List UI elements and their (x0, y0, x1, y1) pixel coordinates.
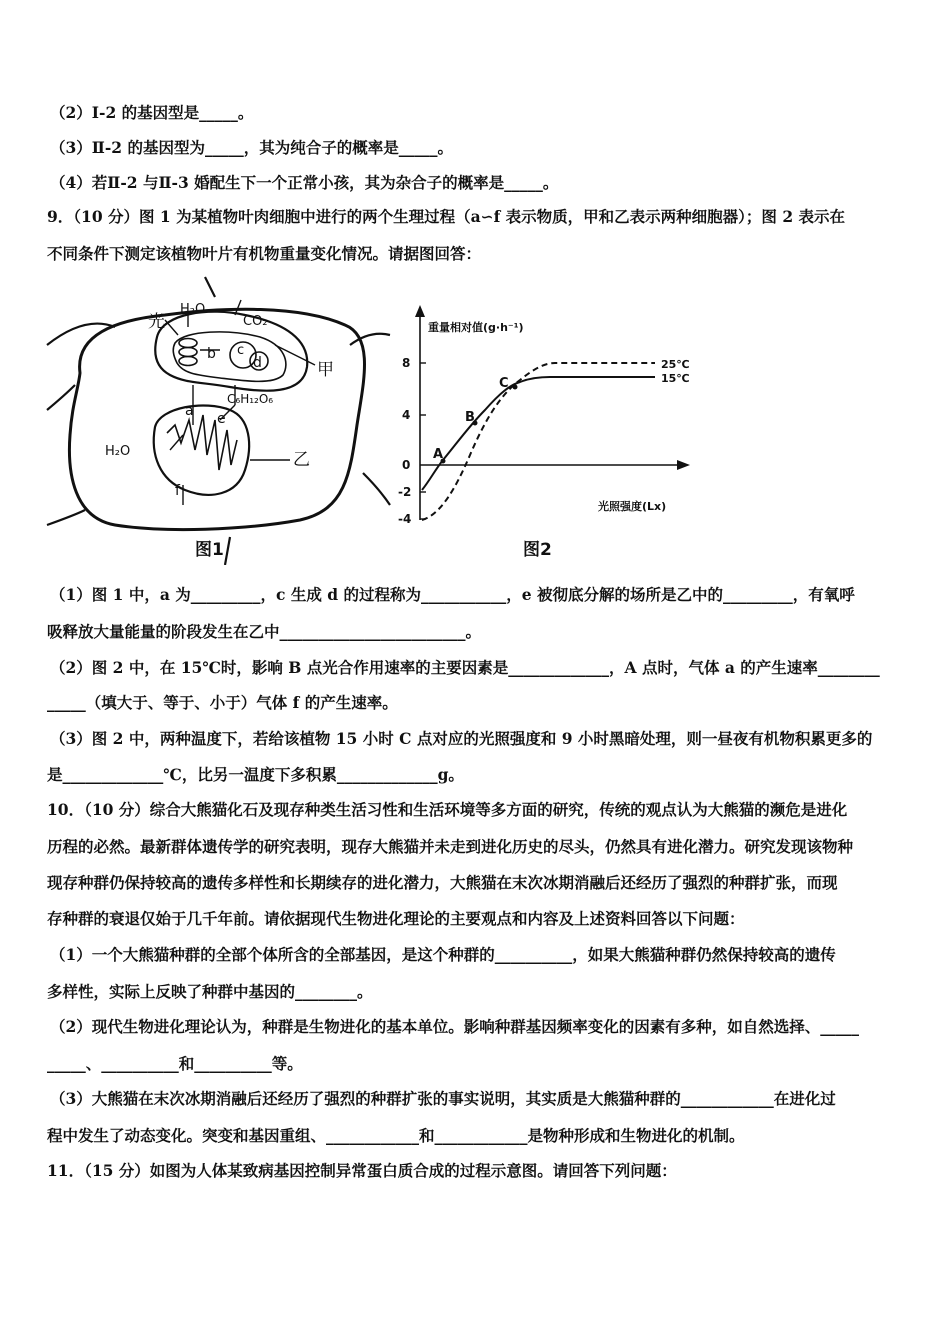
point-b-label: B (465, 410, 475, 425)
e-label: e (217, 411, 226, 427)
text-line: （4）若Ⅱ-2 与Ⅱ-3 婚配生下一个正常小孩，其为杂合子的概率是_____。 (50, 173, 559, 192)
y-axis-label: 重量相对值(g·h⁻¹) (428, 321, 524, 334)
text-line: 历程的必然。最新群体遗传学的研究表明，现存大熊猫并未走到进化历史的尽头，仍然具有进化潜力。研究发现该物种 (47, 837, 854, 856)
co2-label: CO₂ (243, 314, 268, 329)
curve-15c (422, 377, 655, 490)
h2o-label-top: H₂O (180, 302, 206, 317)
text-line: 9．（10 分）图 1 为某植物叶肉细胞中进行的两个生理过程（a∽f 表示物质，甲和乙表示两种细胞器）；图 2 表示在 (47, 207, 846, 226)
text-line: （2）Ⅰ-2 的基因型是_____。 (50, 103, 254, 122)
y-tick-4: 4 (402, 408, 411, 422)
text-line: 现存种群仍保持较高的遗传多样性和长期续存的进化潜力，大熊猫在末次冰期消融后还经历了强烈的种群扩张，而现 (47, 873, 838, 892)
point-c (513, 385, 518, 390)
chart-graph (398, 305, 690, 560)
legend-15c: 15℃ (661, 372, 690, 385)
y-tick-8: 8 (402, 356, 411, 370)
figure1-caption: 图1 (195, 540, 224, 560)
point-c-label: C (499, 376, 509, 391)
jia-label: 甲 (317, 360, 334, 380)
text-line: （3）大熊猫在末次冰期消融后还经历了强烈的种群扩张的事实说明，其实质是大熊猫种群的____________在进化过 (50, 1089, 836, 1108)
text-line: 多样性，实际上反映了种群中基因的________。 (47, 982, 373, 1001)
text-line: 10．（10 分）综合大熊猫化石及现存种类生活习性和生活环境等多方面的研究，传统的观点认为大熊猫的濒危是进化 (47, 800, 848, 819)
y-tick-neg2: -2 (398, 485, 412, 499)
text-line: 程中发生了动态变化。突变和基因重组、____________和____________是物种形成和生物进化的机制。 (47, 1126, 745, 1145)
yi-label: 乙 (293, 450, 310, 470)
text-line: （1）一个大熊猫种群的全部个体所含的全部基因，是这个种群的__________，如果大熊猫种群仍然保持较高的遗传 (50, 945, 836, 964)
f-label: f (175, 483, 180, 499)
light-label: 光 (148, 312, 165, 332)
legend-25c: 25℃ (661, 358, 690, 371)
text-line: 是_____________℃，比另一温度下多积累_____________g。 (47, 765, 464, 784)
x-axis-label: 光照强度(Lx) (598, 500, 667, 513)
text-line: （2）图 2 中，在 15℃时，影响 B 点光合作用速率的主要因素是_____________，A 点时，气体 a 的产生速率________ (50, 658, 880, 677)
figure2-caption: 图2 (523, 540, 552, 560)
c-label: c (237, 343, 245, 358)
text-line: _____（填大于、等于、小于）气体 f 的产生速率。 (47, 693, 398, 712)
text-line: （1）图 1 中，a 为_________，c 生成 d 的过程称为___________，e 被彻底分解的场所是乙中的_________，有氧呼 (50, 585, 855, 604)
h2o-label-left: H₂O (105, 444, 131, 459)
a-label: a (185, 403, 194, 419)
text-line: （3）图 2 中，两种温度下，若给该植物 15 小时 C 点对应的光照强度和 9 小时黑暗处理，则一昼夜有机物积累更多的 (50, 729, 873, 748)
x-axis-arrow (677, 460, 690, 470)
y-tick-neg4: -4 (398, 512, 412, 526)
text-line: 不同条件下测定该植物叶片有机物重量变化情况。请据图回答： (47, 244, 482, 263)
y-axis-arrow (415, 305, 425, 317)
point-a-label: A (433, 447, 444, 462)
figure-1-2 (45, 275, 710, 565)
text-line: 11．（15 分）如图为人体某致病基因控制异常蛋白质合成的过程示意图。请回答下列问题： (47, 1161, 677, 1180)
y-tick-0: 0 (402, 458, 411, 472)
text-line: （3）Ⅱ-2 的基因型为_____，其为纯合子的概率是_____。 (50, 138, 453, 157)
text-line: （2）现代生物进化理论认为，种群是生物进化的基本单位。影响种群基因频率变化的因素有多种，如自然选择、_____ (50, 1017, 860, 1036)
text-line: 存种群的衰退仅始于几千年前。请依据现代生物进化理论的主要观点和内容及上述资料回答以下问题： (47, 909, 745, 928)
d-label: d (253, 355, 262, 371)
c6h12o6-label: C₆H₁₂O₆ (227, 392, 274, 406)
b-label: b (207, 346, 216, 362)
figure-svg (45, 275, 710, 565)
text-line: _____、__________和__________等。 (47, 1054, 303, 1073)
text-line: 吸释放大量能量的阶段发生在乙中________________________。 (47, 622, 482, 641)
